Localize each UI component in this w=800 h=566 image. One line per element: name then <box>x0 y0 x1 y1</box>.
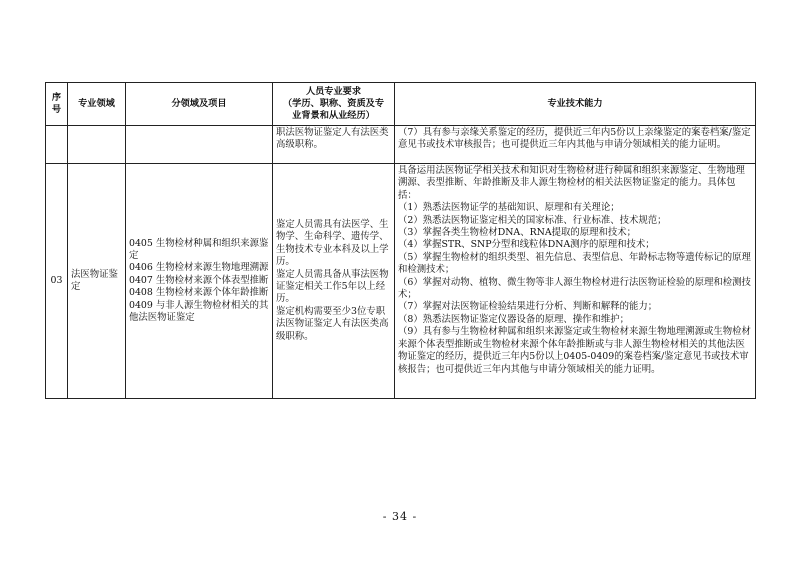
capability-item: （3）掌握各类生物检材DNA、RNA提取的原理和技术； <box>398 227 636 239</box>
header-personnel <box>273 83 395 126</box>
subfield-item: 0407 生物检材来源个体表型推断 <box>129 274 269 286</box>
capability-item: （4）掌握STR、SNP分型和线粒体DNA测序的原理和技术； <box>398 239 655 251</box>
cell-capability <box>395 164 756 399</box>
cell-subfield <box>126 164 273 399</box>
cell-field <box>68 126 126 164</box>
cell-subfield <box>126 126 273 164</box>
cell-personnel <box>273 164 395 399</box>
header-seq: 序号 <box>46 83 68 126</box>
header-personnel-line-3: 业背景和从业经历） <box>292 110 375 121</box>
cell-seq: 03 <box>46 164 68 399</box>
header-personnel-line-2: （学历、职称、资质及专 <box>282 98 385 109</box>
capability-item: （2）熟悉法医物证鉴定相关的国家标准、行业标准、技术规范； <box>398 214 667 226</box>
capability-item: （8）熟悉法医物证鉴定仪器设备的原理、操作和维护； <box>398 313 629 325</box>
personnel-requirement: 鉴定人员需具备从事法医物证鉴定相关工作5年以上经历。 <box>276 268 389 305</box>
header-subfield: 分领域及项目 <box>126 83 273 126</box>
page-number: - 34 - <box>382 510 418 523</box>
subfield-item: 0409 与非人源生物检材相关的其他法医物证鉴定 <box>129 299 269 324</box>
cell-seq <box>46 126 68 164</box>
header-capability: 专业技术能力 <box>395 83 756 126</box>
capability-item: （5）掌握生物检材的组织类型、祖先信息、表型信息、年龄标志物等遗传标记的原理和检测技术； <box>398 251 751 276</box>
table-row-03 <box>46 164 756 399</box>
header-field: 专业领域 <box>68 83 126 126</box>
personnel-requirement: 鉴定机构需要至少3位专职法医物证鉴定人有法医类高级职称。 <box>276 305 389 342</box>
table-header-row <box>46 83 756 126</box>
cell-capability: （7）具有参与亲缘关系鉴定的经历，提供近三年内5份以上亲缘鉴定的案卷档案/鉴定意见书或技术审核报告；也可提供近三年内其他与申请分领域相关的能力证明。 <box>395 126 756 164</box>
capability-item: （9）具有参与生物检材种属和组织来源鉴定或生物检材来源生物地理溯源或生物检材来源个体表型推断或生物检材来源个体年龄推断或与非人源生物检材相关的其他法医物证鉴定的经历，提供近三年内5份以上0405-0409的案卷档案/鉴定意见书或技术审核报告；也可提供近三年内其他与申请分领域相关的能力证明。 <box>398 326 751 375</box>
capability-item: （7）掌握对法医物证检验结果进行分析、判断和解释的能力； <box>398 301 658 313</box>
header-personnel-line-1: 人员专业要求 <box>305 86 362 97</box>
capability-intro: 具备运用法医物证学相关技术和知识对生物检材进行种属和组织来源鉴定、生物地理溯源、表型推断、年龄推断及非人源生物检材的相关法医物证鉴定的能力。具体包括： <box>398 165 745 201</box>
qualification-table <box>45 82 756 399</box>
subfield-item: 0405 生物检材种属和组织来源鉴定 <box>129 237 269 261</box>
personnel-requirement: 鉴定人员需具有法医学、生物学、生命科学、遗传学、生物技术专业本科及以上学历。 <box>276 218 389 268</box>
table-row-continued <box>46 126 756 164</box>
subfield-item: 0408 生物检材来源个体年龄推断 <box>129 287 269 299</box>
cell-personnel: 职法医物证鉴定人有法医类高级职称。 <box>273 126 395 164</box>
cell-field: 法医物证鉴定 <box>68 164 126 399</box>
capability-item: （1）熟悉法医物证学的基础知识、原理和有关理论； <box>398 202 620 214</box>
capability-item: （6）掌握对动物、植物、微生物等非人源生物检材进行法医物证检验的原理和检测技术； <box>398 276 751 301</box>
subfield-item: 0406 生物检材来源生物地理溯源 <box>129 262 269 274</box>
